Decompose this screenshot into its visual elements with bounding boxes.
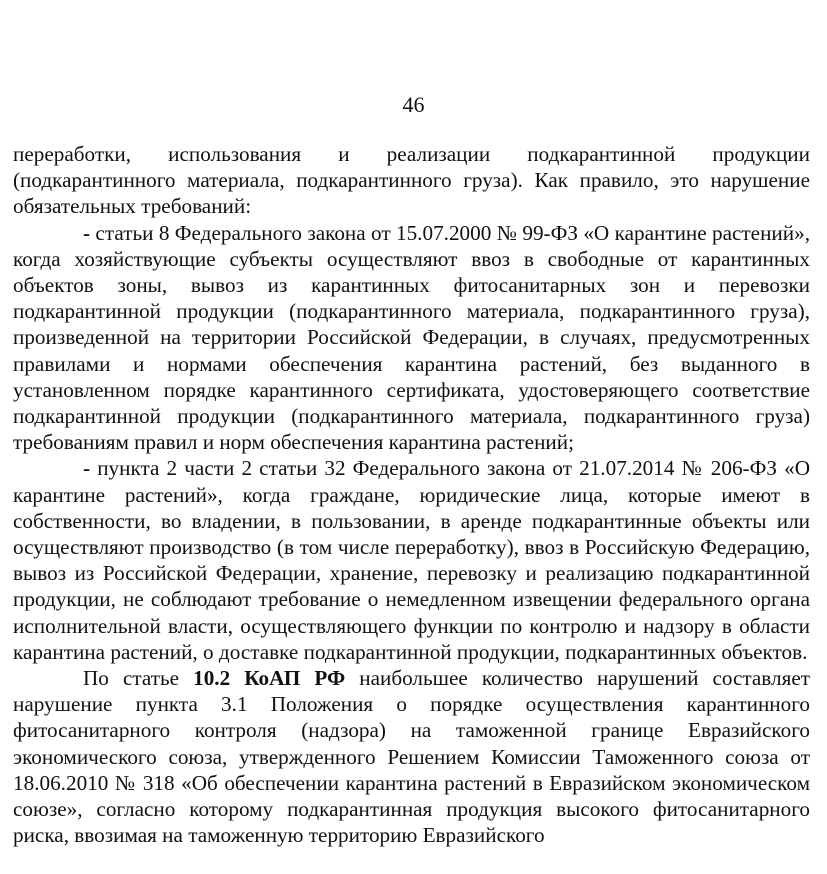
list-dash: - [83,456,91,481]
document-body [13,141,810,848]
paragraph-article-8 [13,220,810,456]
paragraph-text: статьи 8 Федерального закона от 15.07.2000 № 99-ФЗ «О карантине растений», когда хозяйствующие субъекты осуществляют ввоз в свободные от карантинных объектов зоны, вывоз из карантинных фитосанитарных зон и перевозки подкарантинной продукции (подкарантинного материала, подкарантинного груза), произведенной на территории Российской Федерации, в случаях, предусмотренных правилами и нормами обеспечения карантина растений, без выданного в установленном порядке карантинного сертификата, удостоверяющего соответствие подкарантинной продукции (подкарантинного материала, подкарантинного груза) требованиям правил и норм обеспечения карантина растений; [13,220,810,455]
bold-reference: 10.2 КоАП РФ [193,666,346,691]
paragraph-text: наибольшее количество нарушений составляет нарушение пункта 3.1 Положения о порядке осуществления карантинного фитосанитарного контроля (надзора) на таможенной границе Евразийского экономического союза, утвержденного Решением Комиссии Таможенного союза от 18.06.2010 № 318 «Об обеспечении карантина растений в Евразийском экономическом союзе», согласно которому подкарантинная продукция высокого фитосанитарного риска, ввозимая на таможенную территорию Евразийского [13,666,811,848]
paragraph-article-32 [13,455,810,665]
paragraph-koap-10-2 [13,665,810,848]
paragraph-text: переработки, использования и реализации подкарантинной продукции (подкарантинного материала, подкарантинного груза). Как правило, это нарушение обязательных требований: [13,142,810,219]
paragraph-prefix: По статье [83,666,194,691]
paragraph-text: пункта 2 части 2 статьи 32 Федерального закона от 21.07.2014 № 206-ФЗ «О карантине растений», когда граждане, юридические лица, которые имеют в собственности, во владении, в пользовании, в аренде подкарантинные объекты или осуществляют производство (в том числе переработку), ввоз в Российскую Федерацию, вывоз из Российской Федерации, хранение, перевозку и реализацию подкарантинной продукции, не соблюдают требование о немедленном извещении федерального органа исполнительной власти, осуществляющего функции по контролю и надзору в области карантина растений, о доставке подкарантинной продукции, подкарантинных объектов. [13,456,810,664]
list-dash: - [83,220,91,245]
paragraph-continuation [13,141,810,220]
page-number: 46 [402,92,425,117]
